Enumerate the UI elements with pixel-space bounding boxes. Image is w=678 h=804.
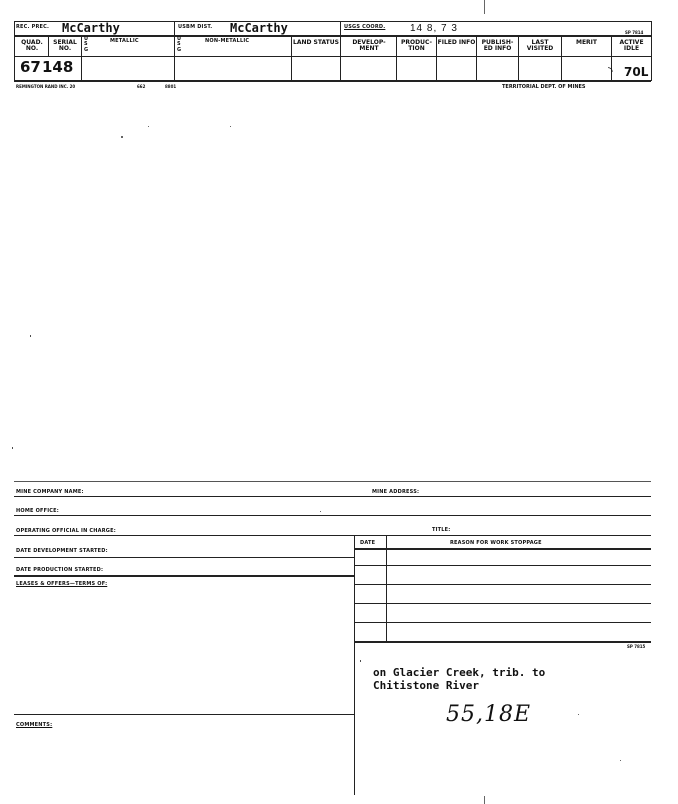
form-number-top: SP 7814	[625, 30, 644, 35]
rec-prec-value: McCarthy	[62, 21, 120, 35]
date-development-label: DATE DEVELOPMENT STARTED:	[16, 548, 108, 554]
scan-speck	[148, 126, 149, 127]
typed-note-line-2: Chitistone River	[373, 679, 479, 692]
printer-code-2: 8801	[165, 84, 177, 89]
home-office-label: HOME OFFICE:	[16, 508, 59, 514]
quad-no-value: 67	[20, 58, 41, 76]
printer-code-1: 662	[137, 84, 146, 89]
scan-speck	[30, 335, 31, 337]
published-info-header: PUBLISH- ED INFO	[481, 39, 514, 53]
date-column-header: DATE	[360, 540, 376, 546]
usbm-dist-label: USBM DIST.	[178, 24, 213, 30]
leases-offers-label: LEASES & OFFERS—TERMS OF:	[16, 581, 108, 587]
typed-note-line-1: on Glacier Creek, trib. to	[373, 666, 546, 679]
active-idle-value: 70L	[624, 65, 649, 79]
scan-speck	[121, 136, 123, 138]
active-idle-mark-icon: ◝	[608, 64, 613, 78]
scan-mark	[484, 0, 485, 14]
usg-nonmetallic-header: U S G	[177, 36, 182, 53]
department-label: TERRITORIAL DEPT. OF MINES	[502, 84, 586, 90]
active-idle-header: ACTIVE IDLE	[619, 39, 644, 53]
scan-speck	[360, 660, 361, 662]
mine-address-label: MINE ADDRESS:	[372, 489, 420, 495]
scan-speck	[578, 714, 579, 715]
merit-header: MERIT	[575, 39, 597, 46]
usg-metallic-header: U S G	[84, 36, 89, 53]
last-visited-header: LAST VISITED	[526, 39, 554, 53]
handwritten-code: 55,18E	[446, 702, 532, 727]
nonmetallic-header: NON-METALLIC	[205, 38, 250, 44]
comments-label: COMMENTS:	[16, 722, 53, 728]
development-header: DEVELOP- MENT	[352, 39, 386, 53]
usgs-coord-label: USGS COORD.	[344, 24, 386, 30]
land-status-header: LAND STATUS	[293, 39, 339, 46]
mine-company-name-label: MINE COMPANY NAME:	[16, 489, 84, 495]
usbm-dist-value: McCarthy	[230, 21, 288, 35]
serial-no-header: SERIAL NO.	[53, 39, 77, 53]
scan-speck	[12, 447, 13, 449]
printer-label: REMINGTON RAND INC. 20	[16, 84, 76, 89]
form-number-bottom: SP 7815	[627, 644, 646, 649]
metallic-header: METALLIC	[110, 38, 139, 44]
scan-speck	[230, 126, 231, 127]
usgs-coord-value: 14 8, 7 3	[410, 23, 458, 34]
quad-no-header: QUAD. NO.	[21, 39, 43, 53]
serial-no-value: 148	[42, 58, 74, 76]
production-header: PRODUC- TION	[400, 39, 432, 53]
rec-prec-label: REC. PREC.	[16, 24, 50, 30]
reason-column-header: REASON FOR WORK STOPPAGE	[450, 540, 542, 546]
scan-speck	[620, 760, 621, 761]
scan-speck	[320, 511, 321, 512]
filed-info-header: FILED INFO	[437, 39, 476, 46]
title-label: TITLE:	[432, 527, 451, 533]
date-production-label: DATE PRODUCTION STARTED:	[16, 567, 104, 573]
operating-official-label: OPERATING OFFICIAL IN CHARGE:	[16, 528, 116, 534]
